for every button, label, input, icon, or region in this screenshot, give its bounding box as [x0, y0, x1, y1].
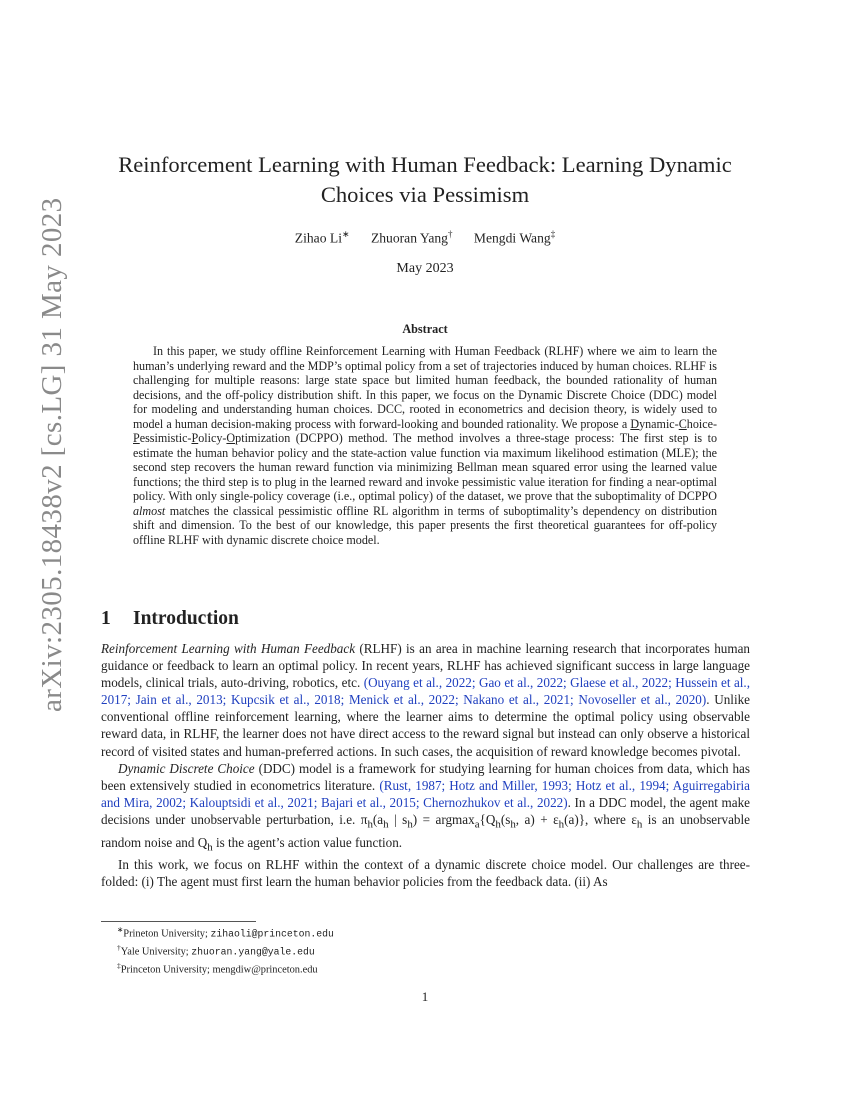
math-run: (a)}, where ε: [564, 811, 637, 827]
footnote-affiliation: Yale University;: [120, 946, 192, 958]
abstract-part: In this paper, we study offline Reinforcement Learning with Human Feedback (RLHF) where we aim to learn the human’s underlying reward and the MDP’s optimal policy from a set of trajectories induced by human choices. RLHF is challenging for multiple reasons: large state space but limited human feedback, the bounded rationality of human decisions, and the off-policy distribution shift. In this paper, we focus on the Dynamic Discrete Choice (DDC) model for modeling and understanding human choices. DCC, rooted in econometrics and decision theory, is widely used to model a human decision-making process with forward-looking and bounded rationality. We propose a: [133, 344, 717, 431]
math-run: is an unobservable random noise and Q: [101, 811, 750, 850]
author-3: [474, 229, 555, 247]
method-word: ynamic-: [639, 416, 679, 431]
math-subscript: h: [636, 818, 643, 831]
author-list: [0, 229, 850, 247]
footnote-divider: [101, 921, 256, 922]
method-initial: D: [630, 416, 640, 431]
footnote-affiliation: Prineton University;: [123, 928, 211, 940]
section-number: 1: [101, 608, 111, 629]
footnote-3: [101, 959, 701, 977]
paragraph: [101, 640, 750, 760]
math-run: , a) + ε: [515, 811, 559, 827]
term-emphasis: Dynamic Discrete Choice: [118, 760, 255, 776]
footnote-mark: ‡: [117, 961, 121, 971]
footnote-email[interactable]: zhuoran.yang@yale.edu: [191, 946, 315, 958]
text-run: . Unlike conventional offline reinforcement learning, where the learner aims to determine the optimal policy using observable reward data, in RLHF, the learner does not have direct access to the reward signal but instead can only observe a historical record of visited states and human-preferred actions. In such cases, the acquisition of reward knowledge becomes pivotal.: [101, 692, 750, 759]
method-initial: P: [191, 431, 199, 445]
author-mark: ∗: [341, 229, 350, 239]
method-word: olicy-: [198, 431, 227, 445]
introduction-body: [101, 640, 750, 891]
math-run: {Q: [479, 811, 496, 827]
math-subscript: h: [495, 818, 501, 831]
text-run: . In a DDC model, the agent make decisions under unobservable perturbation, i.e. π: [101, 794, 751, 827]
method-initial: P: [133, 431, 140, 445]
math-subscript: h: [407, 818, 413, 831]
author-2: [371, 229, 453, 247]
math-subscript: h: [207, 841, 213, 854]
author-name: Mengdi Wang: [473, 230, 551, 246]
method-initial: O: [226, 431, 236, 445]
footnotes: [101, 923, 701, 977]
page-number: 1: [421, 989, 429, 1004]
citation-link[interactable]: (Ouyang et al., 2022; Gao et al., 2022; Glaese et al., 2022; Hussein et al., 2017; Jain et al., 2013; Kupcsik et al., 2018; Menick et al., 2022; Nakano et al., 2021; Novoseller et al., 2020): [101, 675, 750, 708]
author-mark: ‡: [550, 229, 556, 239]
math-subscript: a: [474, 818, 480, 831]
math-subscript: h: [367, 818, 373, 831]
text-run: (DDC) model is a framework for studying learning for human choices from data, which has been extensively studied in econometrics literature.: [101, 760, 750, 793]
text-run: is the agent’s action value function.: [212, 834, 403, 850]
abstract-part: (DCPPO) method. The method involves a three-stage process: The first step is to estimate the human behavior policy and the state-action value function via maximum likelihood estimation (MLE); the second step recovers the human reward function via minimizing Bellman mean squared error using the learned value functions; the third step is to plug in the learned reward and invoke pessimistic value iteration for finding a near-optimal policy. With only single-policy coverage (i.e., optimal policy) of the dataset, we prove that the suboptimality of DCPPO: [133, 431, 717, 503]
abstract-part: matches the classical pessimistic offline RL algorithm in terms of suboptimality’s dependency on distribution shift and dimension. To the best of our knowledge, this paper presents the first theoretical guarantees for off-policy offline RLHF with dynamic discrete choice model.: [133, 503, 717, 547]
abstract-text: [133, 344, 717, 547]
footnote-mark: †: [117, 943, 121, 953]
publication-date: May 2023: [396, 261, 454, 276]
author-mark: †: [447, 229, 453, 239]
paragraph: [101, 760, 750, 857]
paper-title: Reinforcement Learning with Human Feedback: Learning Dynamic Choices via Pessimism: [118, 152, 732, 207]
author-name: Zhuoran Yang: [370, 230, 448, 246]
method-word: hoice-: [686, 416, 717, 431]
section-heading: [101, 608, 239, 630]
emphasis: almost: [133, 503, 166, 518]
footnote-email[interactable]: zihaoli@princeton.edu: [210, 928, 334, 940]
method-word: essimistic-: [139, 431, 192, 445]
footnote-2: [101, 941, 701, 959]
method-initial: C: [678, 416, 687, 431]
math-subscript: h: [558, 818, 565, 831]
arxiv-identifier[interactable]: arXiv:2305.18438v2 [cs.LG] 31 May 2023: [36, 197, 68, 712]
math-subscript: h: [510, 818, 516, 831]
math-run: ) = argmax: [412, 811, 475, 827]
footnote-affiliation: Princeton University; mengdiw@princeton.edu: [120, 964, 318, 976]
math-run: (a: [372, 811, 384, 827]
term-emphasis: Reinforcement Learning with Human Feedback: [101, 641, 356, 656]
footnote-1: [101, 923, 701, 941]
math-run: | s: [388, 811, 408, 827]
footnote-mark: ∗: [117, 925, 124, 934]
abstract-heading: Abstract: [402, 322, 448, 336]
citation-link[interactable]: (Rust, 1987; Hotz and Miller, 1993; Hotz et al., 1994; Aguirregabiria and Mira, 2002; Kalouptsidi et al., 2021; Bajari et al., 2015; Chernozhukov et al., 2022): [101, 777, 751, 810]
paragraph: In this work, we focus on RLHF within the context of a dynamic discrete choice model. Our challenges are three-folded: (i) The agent must first learn the human behavior policies from the feedback data. (ii) As: [101, 857, 750, 890]
section-title: Introduction: [133, 608, 239, 629]
math-subscript: h: [383, 818, 389, 831]
math-run: (s: [500, 811, 511, 827]
author-1: [295, 229, 350, 247]
text-run: (RLHF) is an area in machine learning research that incorporates human guidance or feedback to learn an optimal policy. In recent years, RLHF has achieved significant success in large language models, clinical trials, auto-driving, robotics, etc.: [101, 641, 750, 691]
author-name: Zihao Li: [294, 230, 342, 246]
method-word: ptimization: [235, 431, 291, 445]
